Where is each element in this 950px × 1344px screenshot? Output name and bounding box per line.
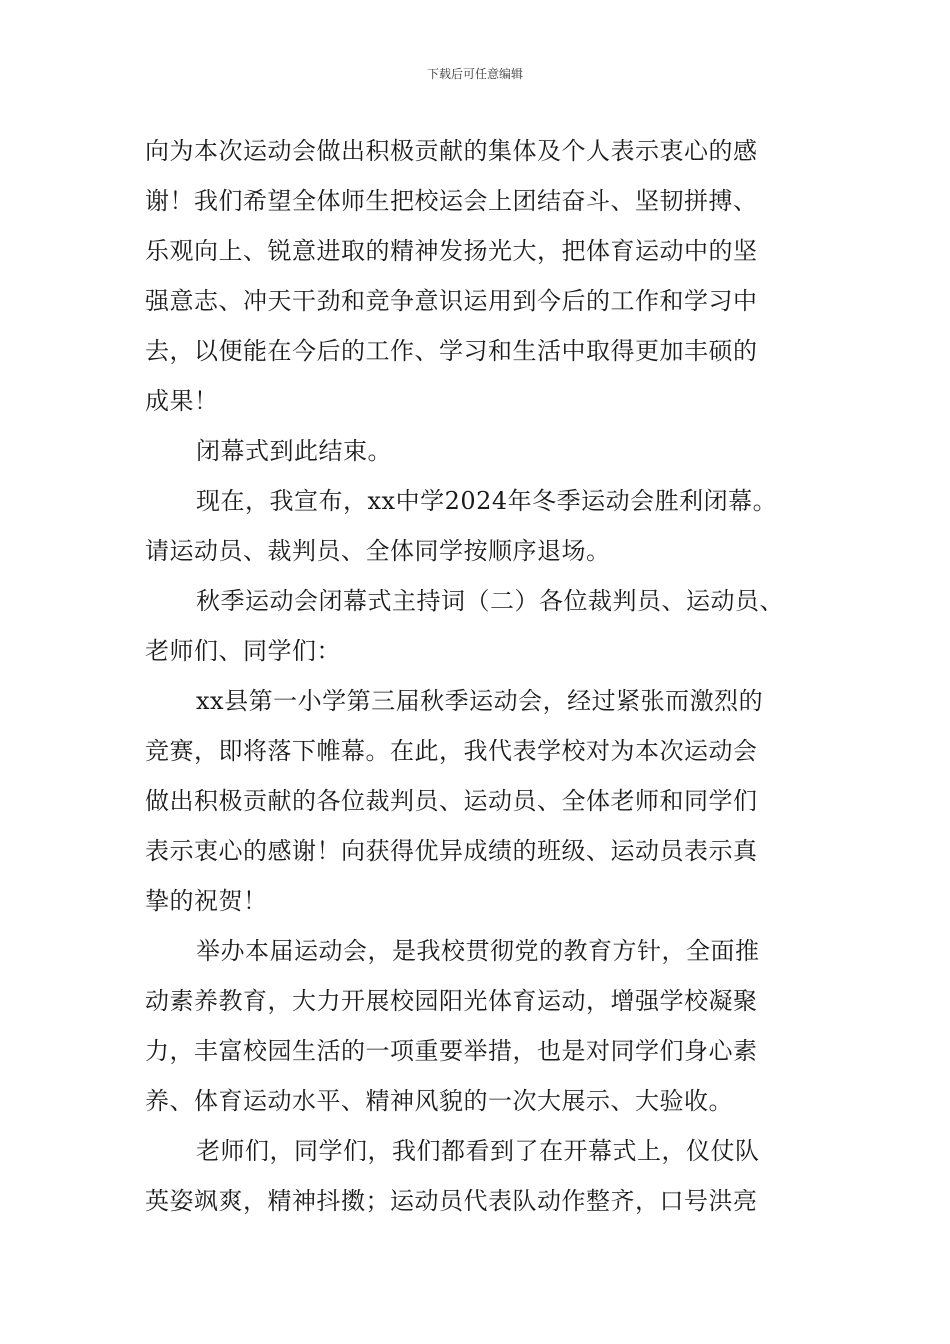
text-line: 动素养教育，大力开展校园阳光体育运动，增强学校凝聚 bbox=[145, 987, 758, 1015]
text-line: 表示衷心的感谢！向获得优异成绩的班级、运动员表示真 bbox=[145, 837, 758, 865]
text-line: 举办本届运动会，是我校贯彻党的教育方针，全面推 bbox=[196, 937, 760, 965]
page-header-note: 下载后可任意编辑 bbox=[426, 67, 523, 81]
text-line: 成果！ bbox=[145, 387, 219, 415]
text-line: 竞赛，即将落下帷幕。在此，我代表学校对为本次运动会 bbox=[145, 737, 758, 765]
text-line: 力，丰富校园生活的一项重要举措，也是对同学们身心素 bbox=[145, 1037, 758, 1065]
text-line: xx县第一小学第三届秋季运动会，经过紧张而激烈的 bbox=[196, 687, 764, 715]
text-line: 谢！我们希望全体师生把校运会上团结奋斗、坚韧拼搏、 bbox=[145, 187, 758, 215]
text-line: 去，以便能在今后的工作、学习和生活中取得更加丰硕的 bbox=[145, 337, 758, 365]
text-line: 秋季运动会闭幕式主持词（二）各位裁判员、运动员、 bbox=[196, 587, 784, 615]
text-line: 强意志、冲天干劲和竞争意识运用到今后的工作和学习中 bbox=[145, 287, 758, 315]
document-body bbox=[145, 126, 810, 1226]
text-line: 挚的祝贺！ bbox=[145, 887, 268, 915]
text-line: 现在，我宣布，xx中学2024年冬季运动会胜利闭幕。 bbox=[196, 487, 778, 515]
text-line: 英姿飒爽，精神抖擞；运动员代表队动作整齐，口号洪亮 bbox=[145, 1187, 758, 1215]
text-line: 做出积极贡献的各位裁判员、运动员、全体老师和同学们 bbox=[145, 787, 758, 815]
text-line: 闭幕式到此结束。 bbox=[196, 437, 392, 465]
text-line: 向为本次运动会做出积极贡献的集体及个人表示衷心的感 bbox=[145, 137, 758, 165]
text-line: 乐观向上、锐意进取的精神发扬光大，把体育运动中的坚 bbox=[145, 237, 758, 265]
text-line: 老师们、同学们： bbox=[145, 637, 341, 665]
text-line: 老师们，同学们，我们都看到了在开幕式上，仪仗队 bbox=[196, 1137, 760, 1165]
text-line: 养、体育运动水平、精神风貌的一次大展示、大验收。 bbox=[145, 1087, 733, 1115]
text-line: 请运动员、裁判员、全体同学按顺序退场。 bbox=[145, 537, 611, 565]
